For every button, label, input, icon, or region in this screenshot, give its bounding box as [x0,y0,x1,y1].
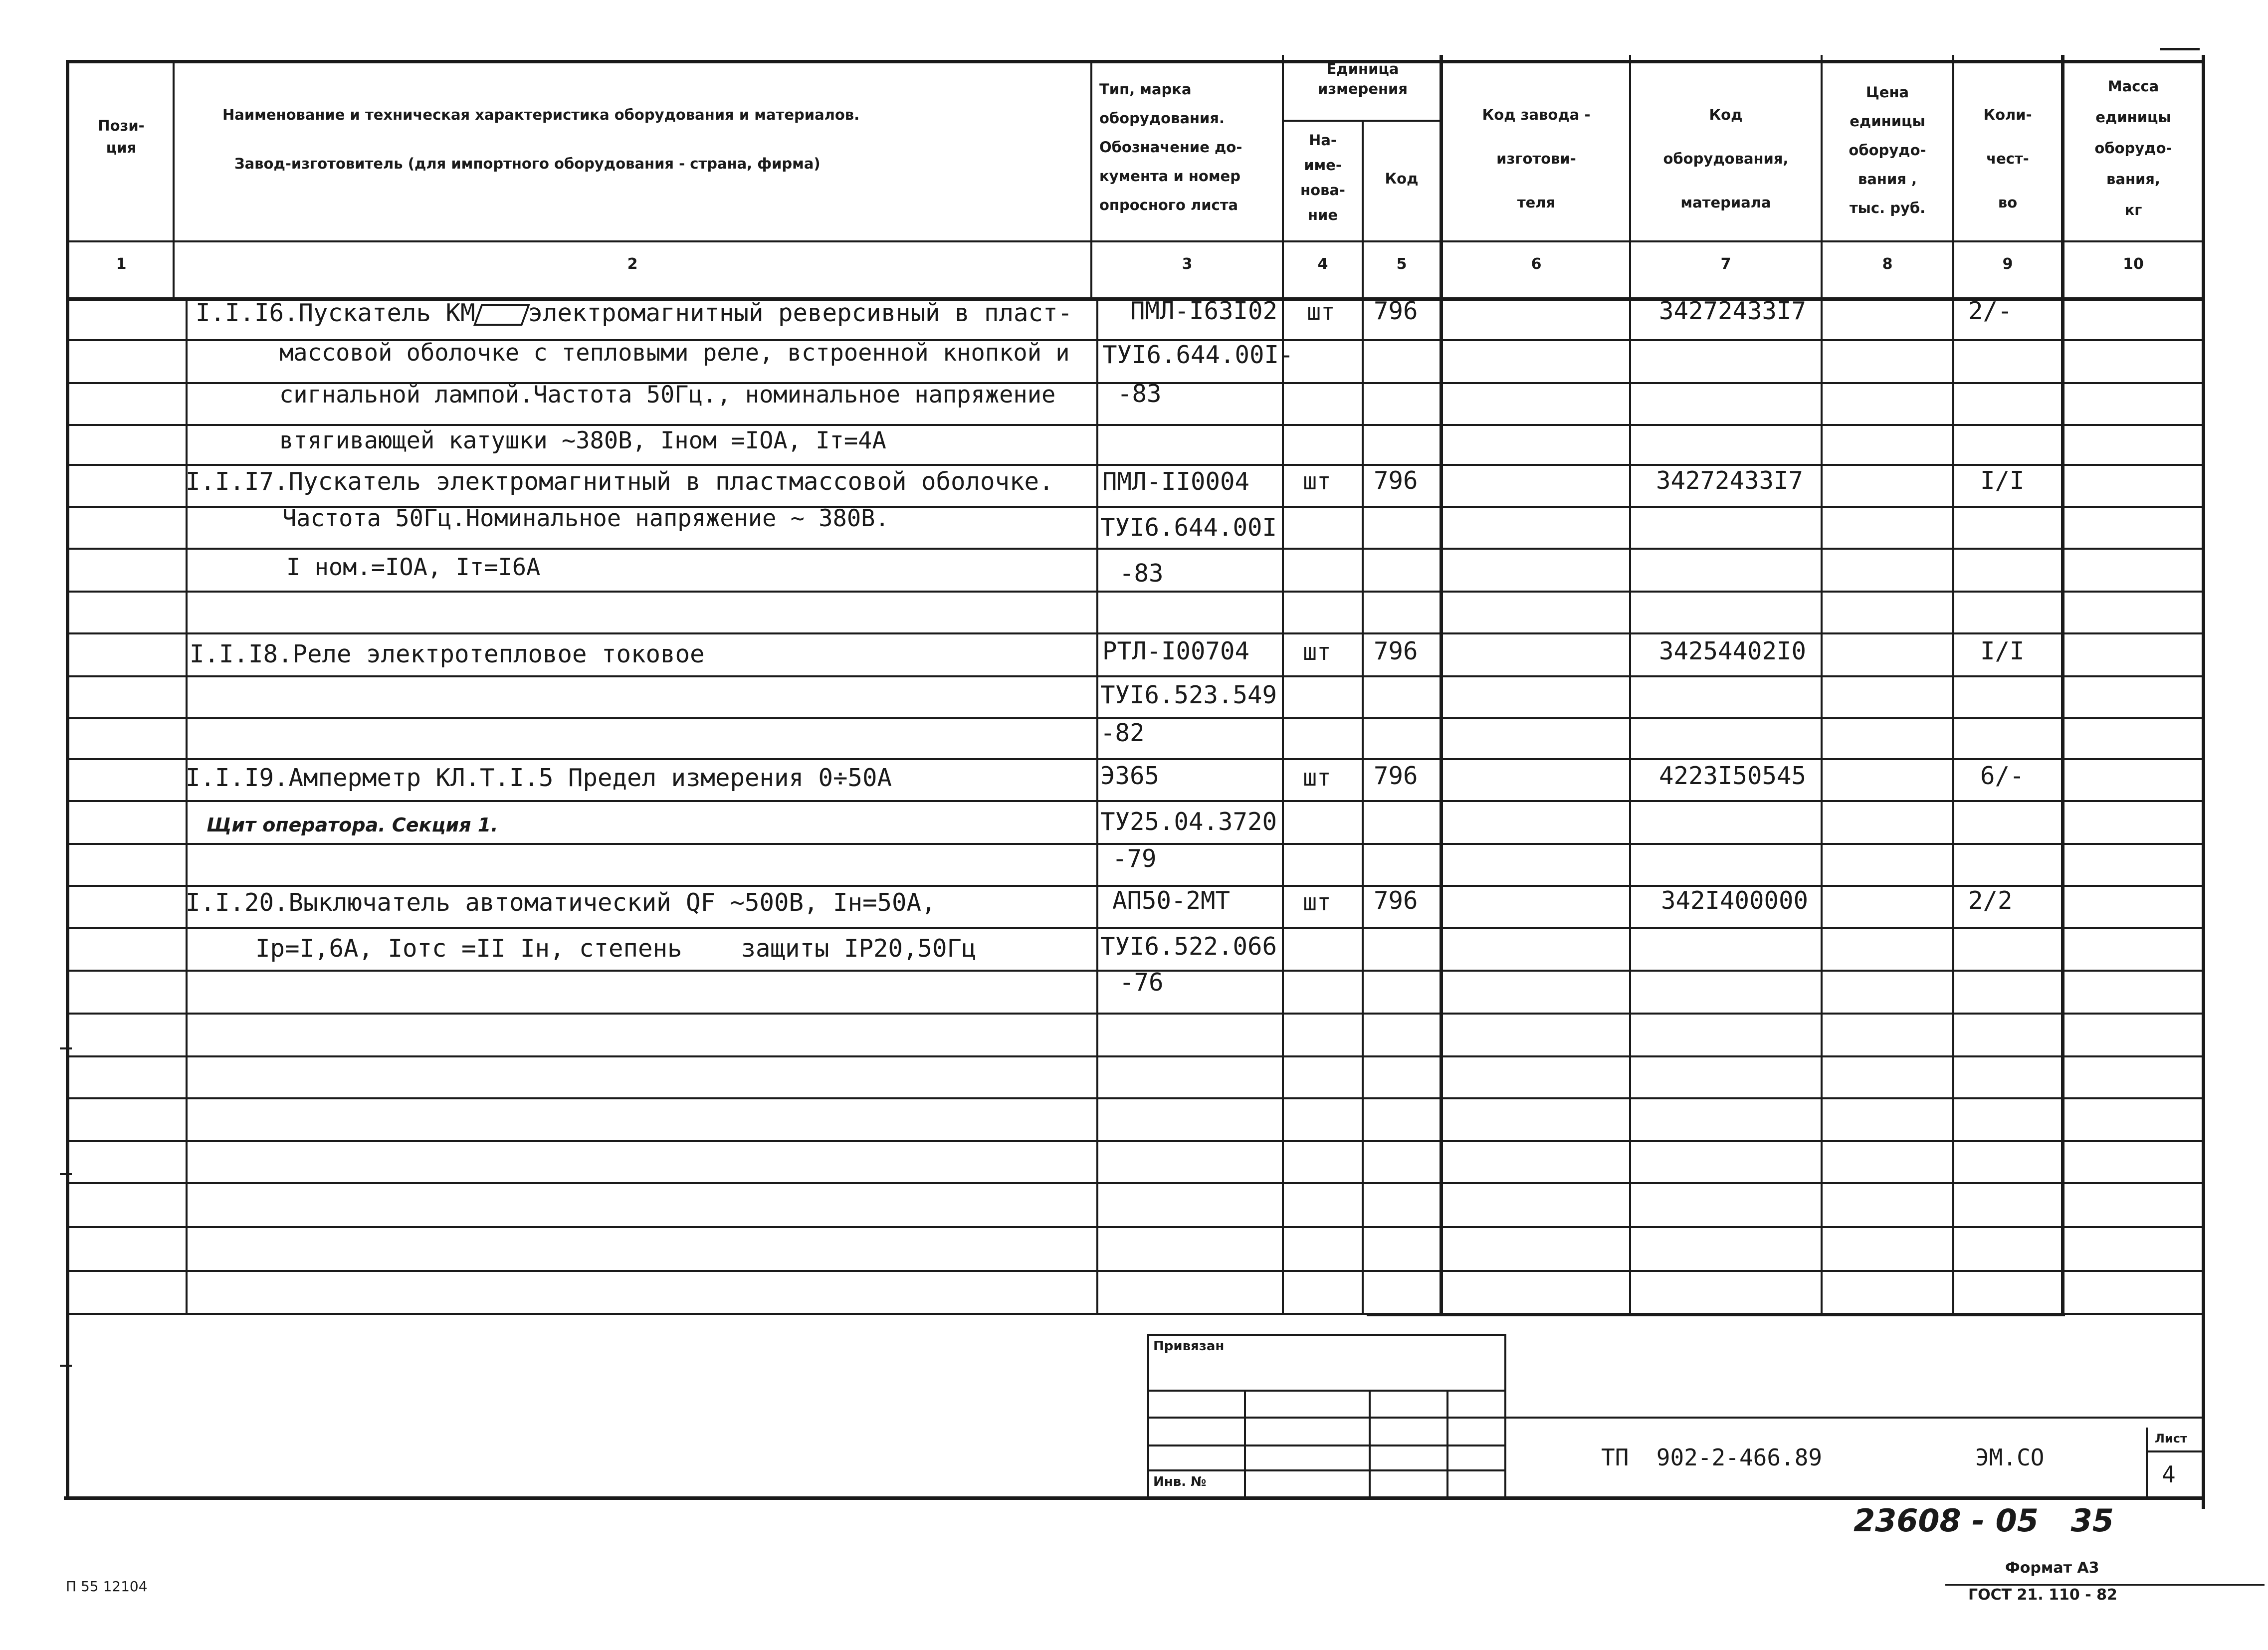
col-line-2-body [1096,297,1098,1313]
row-line [66,1055,2205,1057]
header-col7 [1631,93,1821,224]
type-mark: -82 [1100,719,1145,747]
item-name-line: сигнальной лампой.Частота 50Гц., номинальное напряжение [279,381,1056,409]
unit-code: 796 [1374,886,1418,915]
type-mark: РТЛ-I00704 [1102,637,1250,665]
header-col7-line: оборудования, [1663,150,1789,167]
unit-name: шт [1303,764,1331,792]
col-number: 1 [116,255,127,273]
item-name-line: I.I.I7.Пускатель электромагнитный в пластмассовой оболочке. [186,467,1054,496]
header-col10-line: вания, [2106,171,2160,188]
type-mark: ТУ25.04.3720 [1100,808,1277,836]
unit-name: шт [1307,298,1335,326]
header-unit-group-line: измерения [1318,80,1408,97]
stamp-col [1369,1390,1371,1497]
header-col3-line: Тип, марка [1099,81,1192,98]
type-mark: -76 [1119,968,1164,997]
row-line [66,675,2205,677]
header-col10-line: Масса [2107,78,2159,95]
left-tick [60,1173,72,1175]
header-col9-line: Коли- [1983,106,2032,123]
col-line-9 [2061,55,2064,1313]
type-mark: ТУI6.523.549 [1100,681,1277,709]
unit-code: 796 [1374,297,1418,325]
equipment-code: 342I400000 [1661,886,1809,915]
col-line-5 [1440,55,1443,1313]
header-col5: Код [1385,170,1419,187]
row-line [66,1182,2205,1184]
header-col3 [1099,75,1279,219]
header-col8-line: Цена [1865,84,1909,101]
header-col2-line1: Наименование и техническая характеристика оборудования и материалов. [222,106,860,123]
item-name-line: массовой оболочке с тепловыми реле, встроенной кнопкой и [279,339,1070,367]
row-line [66,464,2205,466]
header-col7-line: Код [1709,106,1743,123]
header-unit-group-line: Единица [1326,60,1399,77]
header-col6-line: изготови- [1496,150,1576,167]
header-col8-line: тыс. руб. [1849,200,1926,216]
unit-name: шт [1303,638,1331,666]
sheet-label: Лист [2155,1432,2187,1445]
inv-number-label: Инв. № [1153,1474,1207,1489]
col-number: 2 [627,255,638,273]
header-col4-line: ние [1307,206,1338,223]
row-line [66,1013,2205,1015]
header-col1: Пози- ция [98,117,145,156]
equipment-code: 34254402I0 [1659,637,1807,665]
col-number: 4 [1317,255,1328,273]
col-number: 5 [1396,255,1407,273]
item-name-line: I.I.20.Выключатель автоматический QF ~500В, Iн=50A, [186,888,936,917]
equipment-code: 34272433I7 [1659,297,1807,325]
header-col3-line: оборудования. [1099,110,1225,127]
stamp-col [1244,1390,1246,1497]
header-col6-line: теля [1517,194,1556,211]
item-name-line: втягивающей катушки ~380В, Iном =IOA, Iт=4A [279,427,886,454]
unit-code: 796 [1374,762,1418,790]
unit-code: 796 [1374,466,1418,495]
stamp-row [1147,1469,1506,1471]
header-col10-line: оборудо- [2094,140,2172,157]
col-number: 8 [1882,255,1893,273]
type-mark: Э365 [1100,762,1160,790]
frame-top-line [66,60,2205,63]
item-name-line: I.I.I8.Реле электротепловое токовое [190,640,705,668]
row-line [66,800,2205,802]
header-col10-line: кг [2124,202,2142,218]
header-col8-line: единицы [1850,113,1925,130]
header-col10-line: единицы [2095,109,2171,126]
header-col9-line: чест- [1986,150,2029,167]
col-number: 3 [1182,255,1193,273]
col-line-4 [1362,120,1364,1313]
header-col4-line: На- [1309,132,1337,149]
handwritten-note: Щит оператора. Секция 1. [206,814,498,836]
sheet-number: 4 [2162,1461,2176,1488]
type-mark: ПМЛ-II0004 [1102,467,1250,496]
type-mark: ПМЛ-I63I02 [1130,297,1278,325]
item-name-line: I.I.I9.Амперметр КЛ.Т.I.5 Предел измерения 0÷50A [186,764,892,792]
header-col4-line: нова- [1300,182,1345,199]
item-name-text: I.I.I6.Пускатель КМ [196,299,475,327]
header-col3-line: опросного листа [1099,197,1238,213]
stamp-row [1147,1390,1506,1392]
type-mark: ТУI6.522.066 [1100,932,1277,961]
document-mark: ЭМ.СО [1975,1444,2045,1471]
body-bottom-thin [66,1313,2205,1315]
quantity: 6/- [1980,762,2025,790]
header-col6-line: Код завода - [1482,106,1591,123]
col-number: 10 [2123,255,2144,273]
quantity: I/I [1980,466,2025,495]
footer-rule [1945,1584,2265,1586]
header-unit-group [1284,59,1442,99]
header-col9-line: во [1998,194,2018,211]
header-col8-line: оборудо- [1849,142,1926,159]
type-mark: ТУI6.644.00I- [1102,341,1294,369]
header-col10 [2065,71,2202,225]
stamp-box-left [1147,1334,1149,1497]
type-mark: АП50-2МТ [1112,886,1231,915]
col-line-3 [1282,55,1284,1313]
header-col8 [1823,78,1952,222]
header-separator [66,240,2205,242]
unit-name: шт [1303,468,1331,495]
item-name-line: Iр=I,6A, Iотс =II Iн, степень защиты IP20,50Гц [255,934,977,963]
stamp-row [1147,1444,1506,1446]
quantity: I/I [1980,637,2025,665]
row-line [66,758,2205,760]
col-number: 6 [1531,255,1542,273]
frame-bottom-line [64,1496,2205,1500]
row-line [66,591,2205,593]
equipment-code: 34272433I7 [1656,466,1804,495]
placeholder-box [473,304,530,326]
row-line [66,927,2205,929]
header-col3-line: Обозначение до- [1099,139,1242,156]
unit-group-line [1282,120,1442,122]
col-number: 7 [1720,255,1731,273]
header-col7-line: материала [1680,194,1771,211]
item-name-line [196,298,1072,328]
row-line [66,1226,2205,1228]
stamp-box-right [1504,1334,1506,1497]
item-name-line: I ном.=IOA, Iт=I6A [286,554,541,581]
quantity: 2/2 [1968,886,2013,915]
frame-right-line [2202,55,2205,1509]
header-col2-line2: Завод-изготовитель (для импортного оборудования - страна, фирма) [234,155,821,172]
type-mark: ТУI6.644.00I [1100,513,1277,542]
row-line [66,1270,2205,1272]
col-line-8 [1952,55,1954,1313]
gost-label: ГОСТ 21. 110 - 82 [1968,1586,2117,1604]
header-col3-line: кумента и номер [1099,168,1240,185]
unit-code: 796 [1374,637,1418,665]
stamp-box-top [1147,1334,1506,1336]
quantity: 2/- [1968,297,2013,325]
left-tick [60,1365,72,1367]
equipment-code: 4223I50545 [1659,762,1807,790]
frame-left-line [66,60,69,1496]
row-line [66,632,2205,634]
row-line [66,548,2205,550]
document-code: ТП 902-2-466.89 [1601,1444,1823,1471]
col-line-6 [1629,55,1631,1313]
type-mark: -83 [1119,559,1164,588]
header-col9 [1954,93,2061,224]
left-footer-code: П 55 12104 [66,1578,148,1595]
item-name-text: электромагнитный реверсивный в пласт- [528,299,1073,327]
item-name-line: Частота 50Гц.Номинальное напряжение ~ 380В. [282,505,889,532]
row-line [66,1097,2205,1099]
privyazan-label: Привязан [1153,1339,1225,1354]
stamp-col [1446,1390,1448,1497]
sheet-cell-line [2146,1450,2204,1452]
format-label: Формат А3 [2005,1559,2099,1577]
unit-name: шт [1303,889,1331,916]
header-col4 [1284,128,1362,227]
left-tick [60,1047,72,1049]
header-col8-line: вания , [1857,171,1917,188]
type-mark: -79 [1112,844,1157,873]
handwritten-archive-number: 23608 - 05 35 [1854,1502,2114,1539]
corner-mark [2160,48,2200,50]
row-line [66,1140,2205,1142]
header-col6 [1443,93,1629,224]
col-line-7 [1821,55,1823,1313]
header-col4-line: име- [1304,157,1342,174]
col-line-1-body [186,297,188,1313]
title-block-top [1504,1417,2203,1419]
col-number: 9 [2002,255,2013,273]
sheet-cell-left [2146,1428,2148,1497]
stamp-row [1147,1417,1506,1419]
type-mark: -83 [1117,380,1162,408]
